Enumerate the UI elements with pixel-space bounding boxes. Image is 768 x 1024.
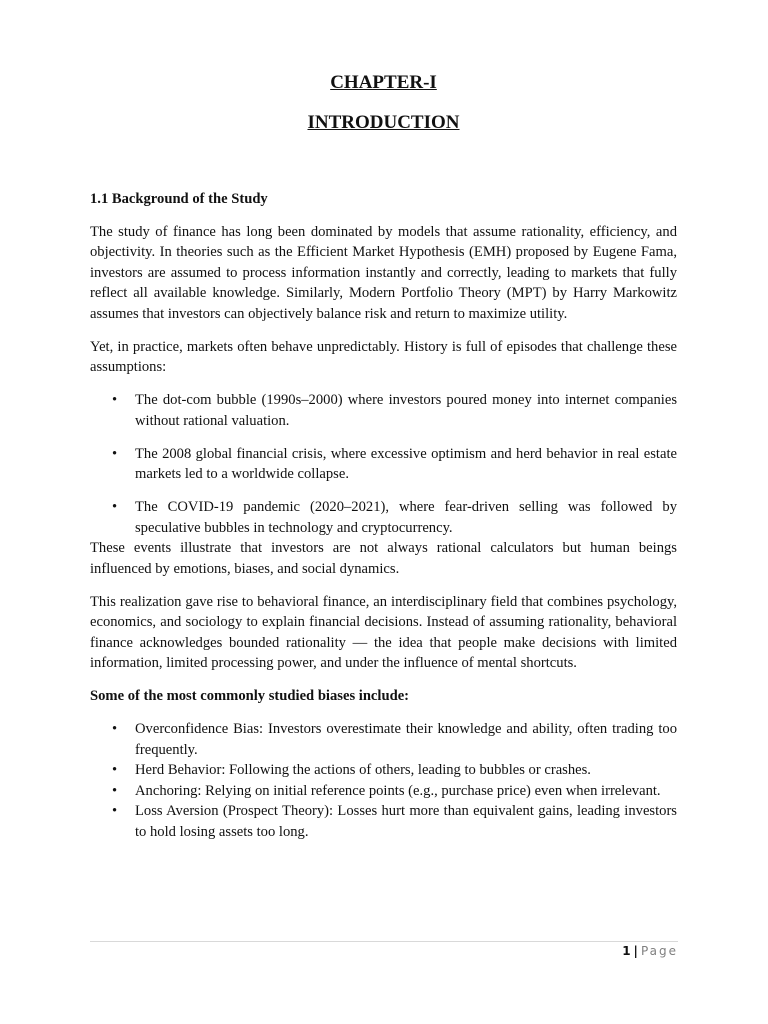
list-item: • The dot-com bubble (1990s–2000) where investors poured money into internet companies without rational valuation. [135,390,677,431]
section-heading: 1.1 Background of the Study [90,191,268,207]
page-separator: | [633,944,638,958]
list-item: • Herd Behavior: Following the actions of others, leading to bubbles or crashes. [135,760,677,781]
paragraph: These events illustrate that investors are not always rational calculators but human beings influenced by emotions, biases, and social dynamics. [90,540,677,577]
body-content [90,189,677,855]
paragraph: Yet, in practice, markets often behave unpredictably. History is full of episodes that challenge these assumptions: [90,338,677,375]
page-footer [622,943,678,959]
episodes-list [90,390,677,538]
biases-list [90,719,677,842]
document-page [90,0,677,1024]
list-item: • The COVID-19 pandemic (2020–2021), where fear-driven selling was followed by speculative bubbles in technology and cryptocurrency. [135,497,677,538]
page-label: Page [640,944,678,958]
list-item: • The 2008 global financial crisis, where excessive optimism and herd behavior in real estate markets led to a worldwide collapse. [135,444,677,485]
list-item: • Anchoring: Relying on initial reference points (e.g., purchase price) even when irrelevant. [135,781,677,802]
chapter-title: INTRODUCTION [307,112,460,133]
footer-divider [90,941,678,942]
list-item: • Loss Aversion (Prospect Theory): Losses hurt more than equivalent gains, leading investors to hold losing assets too long. [135,801,677,842]
chapter-label: CHAPTER-I [330,72,437,93]
biases-heading: Some of the most commonly studied biases include: [90,688,410,704]
page-number: 1 [622,944,631,958]
paragraph: This realization gave rise to behavioral finance, an interdisciplinary field that combines psychology, economics, and sociology to explain financial decisions. Instead of assuming rationality, behavioral finance acknowledges bounded rationality — the idea that people make decisions with limited information, limited processing power, and under the influence of mental shortcuts. [90,593,677,671]
paragraph: The study of finance has long been dominated by models that assume rationality, efficiency, and objectivity. In theories such as the Efficient Market Hypothesis (EMH) proposed by Eugene Fama, investors are assumed to process information instantly and correctly, leading to markets that fully reflect all available knowledge. Similarly, Modern Portfolio Theory (MPT) by Harry Markowitz assumes that investors can objectively balance risk and return to maximize utility. [90,223,677,322]
list-item: • Overconfidence Bias: Investors overestimate their knowledge and ability, often trading too frequently. [135,719,677,760]
